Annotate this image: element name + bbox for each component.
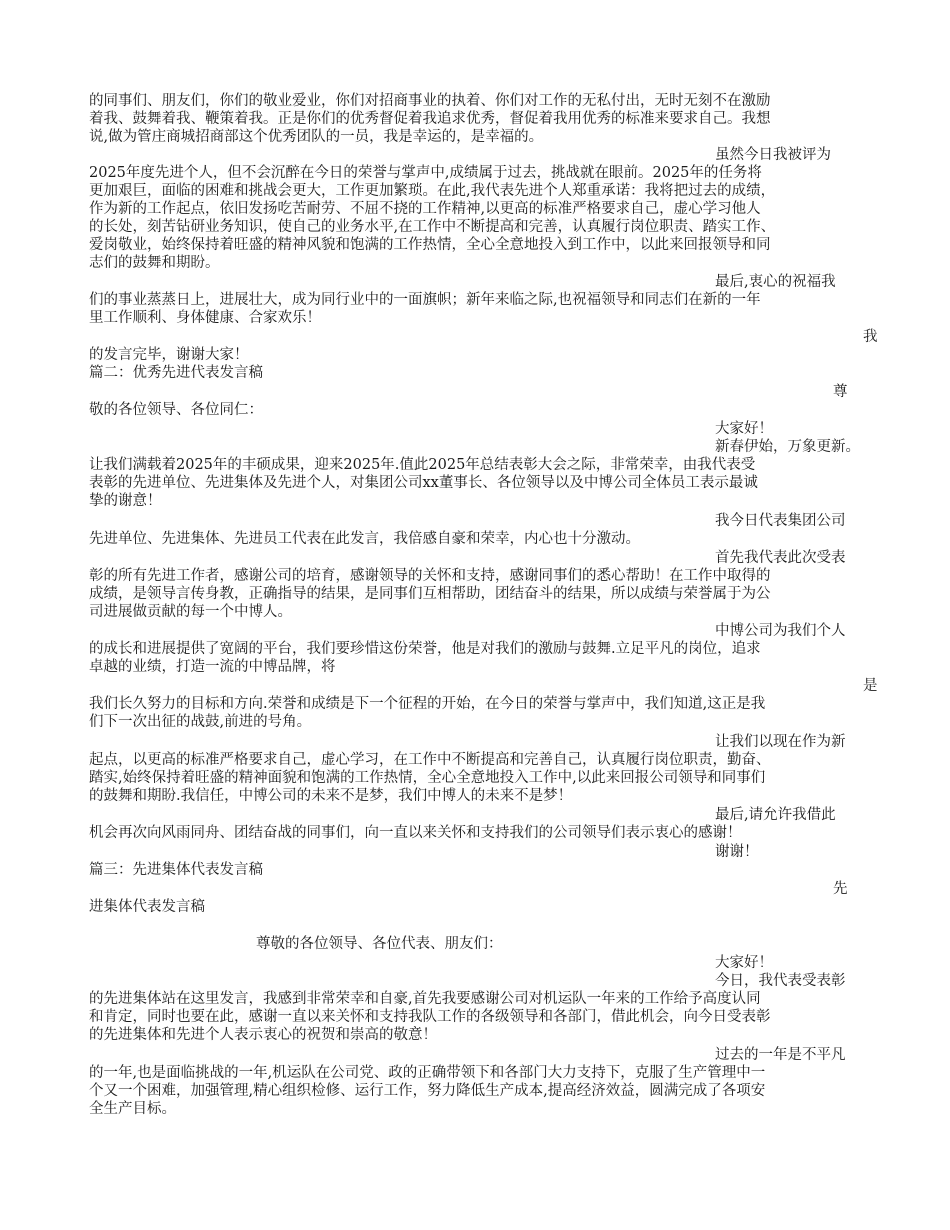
text-line: 志们的鼓舞和期盼。 (89, 255, 220, 271)
text-line: 新春伊始，万象更新。 (715, 439, 860, 455)
text-line: 的发言完毕，谢谢大家！ (89, 347, 249, 363)
text-line: 成绩，是领导言传身教，正确指导的结果，是同事们互相帮助，团结奋斗的结果，所以成绩与荣誉属于为公 (89, 586, 771, 602)
section-heading: 篇二：优秀先进代表发言稿 (89, 365, 263, 381)
text-line: 最后,请允许我借此 (715, 807, 836, 823)
text-line: 尊 (833, 384, 848, 400)
text-line: 敬的各位领导、各位同仁： (89, 402, 263, 418)
text-line: 的成长和进展提供了宽阔的平台，我们要珍惜这份荣誉，他是对我们的激励与鼓舞.立足平凡的岗位，追求 (89, 641, 761, 657)
text-line: 的同事们、朋友们，你们的敬业爱业，你们对招商事业的执着、你们对工作的无私付出，无时无刻不在激励 (89, 93, 771, 109)
text-line: 的长处，刻苦钻研业务知识，使自己的业务水平,在工作中不断提高和完善，认真履行岗位职责、踏实工作、 (89, 219, 776, 235)
text-line: 作为新的工作起点，依旧发扬吃苦耐劳、不屈不挠的工作精神,以更高的标准严格要求自己，虚心学习他人 (89, 201, 761, 217)
text-line: 是 (863, 678, 878, 694)
text-line: 说,做为管庄商城招商部这个优秀团队的一员，我是幸运的，是幸福的。 (89, 129, 544, 145)
text-line: 的先进集体站在这里发言，我感到非常荣幸和自豪,首先我要感谢公司对机运队一年来的工作给予高度认同 (89, 991, 761, 1007)
text-line: 尊敬的各位领导、各位代表、朋友们： (256, 936, 503, 952)
text-line: 最后,衷心的祝福我 (715, 274, 836, 290)
text-line: 踏实,始终保持着旺盛的精神面貌和饱满的工作热情，全心全意地投入工作中,以此来回报公司领导和同事们 (89, 770, 766, 786)
text-line: 大家好！ (715, 955, 773, 971)
text-line: 们下一次出征的战鼓,前进的号角。 (89, 714, 312, 730)
text-line: 机会再次向风雨同舟、团结奋战的同事们，向一直以来关怀和支持我们的公司领导们表示衷心的感谢！ (89, 825, 742, 841)
text-line: 更加艰巨，面临的困难和挑战会更大，工作更加繁琐。在此,我代表先进个人郑重承诺：我将把过去的成绩， (89, 183, 776, 199)
text-line: 和肯定，同时也要在此，感谢一直以来关怀和支持我队工作的各级领导和各部门，借此机会，向今日受表彰 (89, 1009, 771, 1025)
text-line: 让我们满载着2025年的丰硕成果，迎来2025年.值此2025年总结表彰大会之际，非常荣幸，由我代表受 (89, 457, 756, 473)
text-line: 首先我代表此次受表 (715, 550, 846, 566)
text-line: 进集体代表发言稿 (89, 899, 205, 915)
text-line: 我今日代表集团公司 (715, 513, 846, 529)
text-line: 的先进集体和先进个人表示衷心的祝贺和崇高的敬意！ (89, 1027, 437, 1043)
text-line: 里工作顺利、身体健康、合家欢乐！ (89, 310, 321, 326)
text-line: 表彰的先进单位、先进集体及先进个人，对集团公司xx董事长、各位领导以及中博公司全体员工表示最诚 (89, 475, 758, 491)
text-line: 们的事业蒸蒸日上，进展壮大，成为同行业中的一面旗帜；新年来临之际,也祝福领导和同志们在新的一年 (89, 292, 761, 308)
text-line: 让我们以现在作为新 (715, 734, 846, 750)
text-line: 虽然今日我被评为 (715, 147, 831, 163)
text-line: 中博公司为我们个人 (715, 623, 846, 639)
text-line: 大家好！ (715, 421, 773, 437)
section-heading: 篇三：先进集体代表发言稿 (89, 862, 263, 878)
text-line: 全生产目标。 (89, 1101, 176, 1117)
text-line: 我们长久努力的目标和方向.荣誉和成绩是下一个征程的开始，在今日的荣誉与掌声中，我们知道,这正是我 (89, 696, 766, 712)
text-line: 司进展做贡献的每一个中博人。 (89, 604, 292, 620)
text-line: 谢谢！ (715, 844, 759, 860)
text-line: 挚的谢意！ (89, 493, 162, 509)
text-line: 先进单位、先进集体、先进员工代表在此发言，我倍感自豪和荣幸，内心也十分激动。 (89, 531, 640, 547)
text-line: 着我、鼓舞着我、鞭策着我。正是你们的优秀督促着我追求优秀，督促着我用优秀的标准来要求自己。我想 (89, 111, 771, 127)
text-line: 彰的所有先进工作者，感谢公司的培育，感谢领导的关怀和支持，感谢同事们的悉心帮助！在工作中取得的 (89, 568, 771, 584)
text-line: 过去的一年是不平凡 (715, 1047, 846, 1063)
text-line: 先 (833, 881, 848, 897)
text-line: 卓越的业绩，打造一流的中博品牌，将 (89, 659, 336, 675)
text-line: 的鼓舞和期盼.我信任，中博公司的未来不是梦，我们中博人的未来不是梦！ (89, 788, 573, 804)
text-line: 今日，我代表受表彰 (715, 973, 846, 989)
text-line: 的一年,也是面临挑战的一年,机运队在公司党、政的正确带领下和各部门大力支持下，克服了生产管理中一 (89, 1065, 766, 1081)
text-line: 个又一个困难，加强管理,精心组织检修、运行工作，努力降低生产成本,提高经济效益，圆满完成了各项安 (89, 1083, 766, 1099)
text-line: 2025年度先进个人，但不会沉醉在今日的荣誉与掌声中,成绩属于过去，挑战就在眼前。2025年的任务将 (89, 165, 762, 181)
text-line: 爱岗敬业，始终保持着旺盛的精神风貌和饱满的工作热情，全心全意地投入到工作中，以此来回报领导和同 (89, 237, 771, 253)
text-line: 我 (863, 329, 878, 345)
text-line: 起点，以更高的标准严格要求自己，虚心学习，在工作中不断提高和完善自己，认真履行岗位职责，勤奋、 (89, 752, 771, 768)
